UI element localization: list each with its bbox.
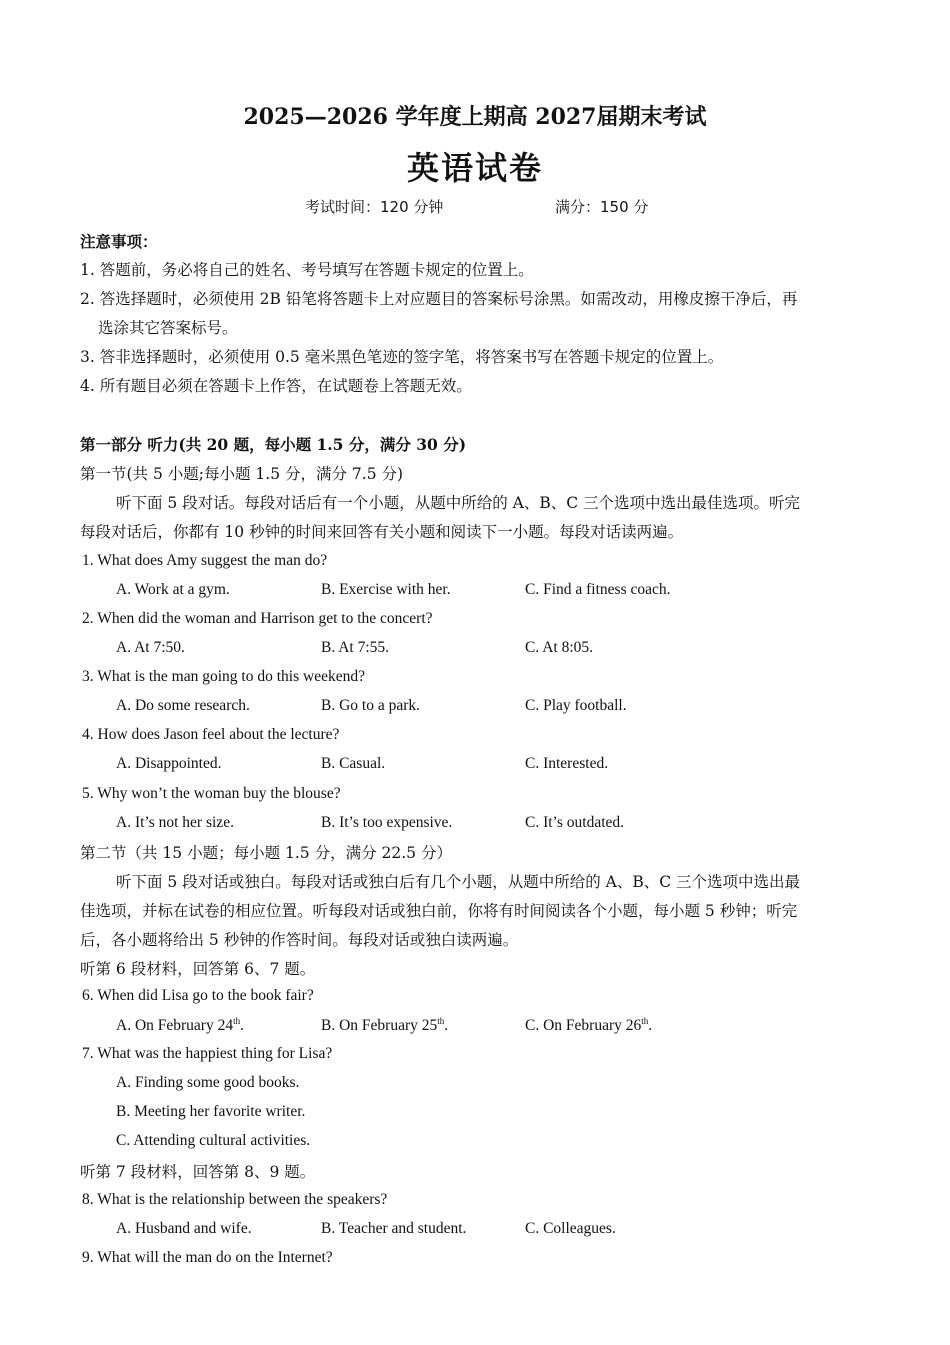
section1-instructions: 每段对话后，你都有 10 秒钟的时间来回答有关小题和阅读下一小题。每段对话读两遍。 (80, 523, 684, 541)
option-b: B. Teacher and student. (321, 1220, 467, 1237)
option-b: B. Go to a park. (321, 697, 421, 714)
notes-heading: 注意事项： (80, 232, 158, 251)
question-stem: 3. What is the man going to do this weekend? (82, 668, 365, 685)
option-b: B. Meeting her favorite writer. (116, 1103, 306, 1120)
option-c: C. Attending cultural activities. (116, 1132, 311, 1149)
option-c: C. Colleagues. (525, 1220, 616, 1237)
note-item: 2. 答选择题时，必须使用 2B 铅笔将答题卡上对应题目的答案标号涂黑。如需改动，用橡皮擦干净后，再 (80, 290, 798, 308)
question-stem: 8. What is the relationship between the speakers? (82, 1191, 388, 1208)
option-c: C. It’s outdated. (525, 814, 625, 831)
option-c: C. Play football. (525, 697, 627, 714)
section2-heading: 第二节（共 15 小题；每小题 1.5 分，满分 22.5 分） (80, 844, 452, 862)
question-stem: 6. When did Lisa go to the book fair? (82, 987, 314, 1004)
question-stem: 7. What was the happiest thing for Lisa? (82, 1045, 333, 1062)
material-label: 听第 6 段材料，回答第 6、7 题。 (80, 960, 316, 978)
option-b: B. Casual. (321, 755, 386, 772)
full-score: 满分：150 分 (555, 198, 649, 216)
option-c: C. At 8:05. (525, 639, 594, 656)
option-a: A. At 7:50. (116, 639, 185, 656)
option-a: A. Work at a gym. (116, 581, 230, 598)
option-b: B. At 7:55. (321, 639, 390, 656)
question-stem: 4. How does Jason feel about the lecture? (82, 726, 340, 743)
option-a: A. Finding some good books. (116, 1074, 300, 1091)
section1-instructions: 听下面 5 段对话。每段对话后有一个小题，从题中所给的 A、B、C 三个选项中选出最佳选项。听完 (116, 494, 801, 512)
section2-instructions: 听下面 5 段对话或独白。每段对话或独白后有几个小题，从题中所给的 A、B、C 三个选项中选出最 (116, 873, 801, 891)
note-item: 4. 所有题目必须在答题卡上作答，在试题卷上答题无效。 (80, 377, 472, 395)
exam-time: 考试时间：120 分钟 (305, 198, 444, 216)
option-a: A. Disappointed. (116, 755, 222, 772)
note-item: 1. 答题前，务必将自己的姓名、考号填写在答题卡规定的位置上。 (80, 261, 534, 279)
option-a: A. On February 24th. (116, 1016, 244, 1035)
option-c: C. Interested. (525, 755, 609, 772)
option-c: C. On February 26th. (525, 1016, 653, 1035)
option-a: A. Husband and wife. (116, 1220, 252, 1237)
option-b: B. On February 25th. (321, 1016, 449, 1035)
option-a: A. Do some research. (116, 697, 250, 714)
option-b: B. It’s too expensive. (321, 814, 453, 831)
subject-title: 英语试卷 (406, 149, 543, 187)
question-stem: 1. What does Amy suggest the man do? (82, 552, 328, 569)
section1-heading: 第一节(共 5 小题;每小题 1.5 分，满分 7.5 分) (80, 465, 404, 483)
section2-instructions: 佳选项，并标在试卷的相应位置。听每段对话或独白前，你将有时间阅读各个小题，每小题 5 秒钟；听完 (80, 902, 798, 920)
material-label: 听第 7 段材料，回答第 8、9 题。 (80, 1163, 316, 1181)
option-c: C. Find a fitness coach. (525, 581, 671, 598)
exam-title: 2025—2026 学年度上期高 2027届期末考试 (243, 104, 707, 130)
note-item: 3. 答非选择题时，必须使用 0.5 毫米黑色笔迹的签字笔，将答案书写在答题卡规定的位置上。 (80, 348, 724, 366)
note-item: 选涂其它答案标号。 (98, 319, 238, 337)
option-b: B. Exercise with her. (321, 581, 451, 598)
option-a: A. It’s not her size. (116, 814, 234, 831)
question-stem: 9. What will the man do on the Internet? (82, 1249, 333, 1266)
question-stem: 5. Why won’t the woman buy the blouse? (82, 785, 341, 802)
question-stem: 2. When did the woman and Harrison get to the concert? (82, 610, 433, 627)
part1-heading: 第一部分 听力(共 20 题，每小题 1.5 分，满分 30 分) (80, 435, 467, 454)
section2-instructions: 后，各小题将给出 5 秒钟的作答时间。每段对话或独白读两遍。 (80, 931, 519, 949)
